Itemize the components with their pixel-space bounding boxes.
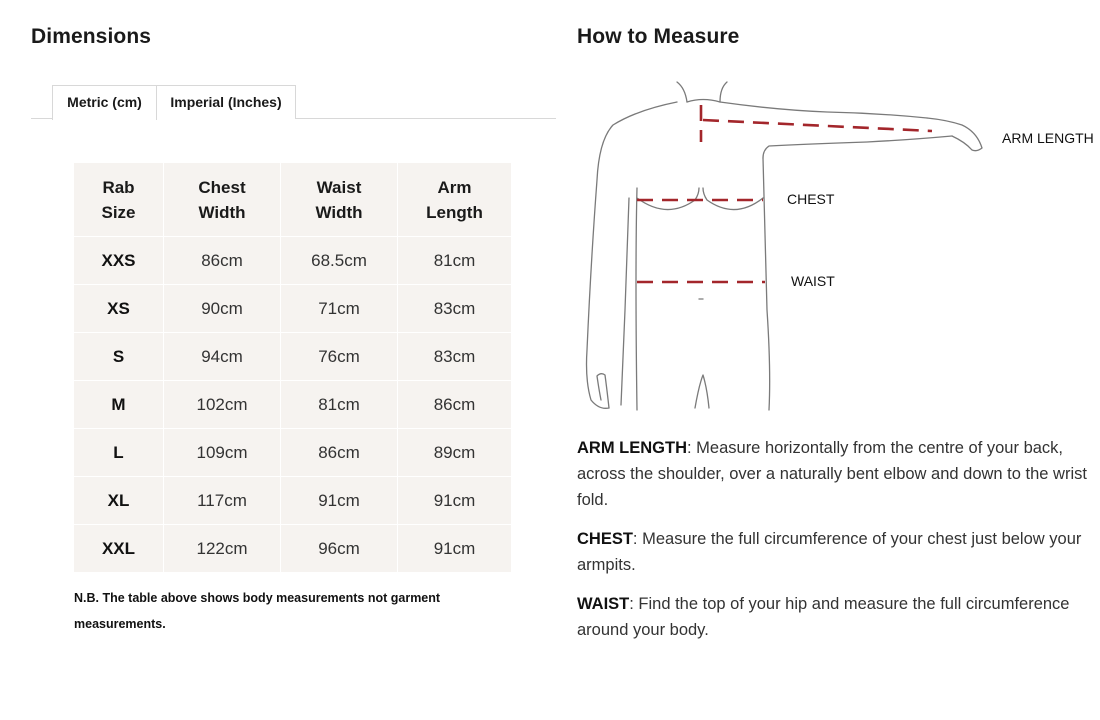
- table-row: [74, 477, 512, 525]
- cell-arm: 91cm: [398, 525, 512, 573]
- note-line-1: N.B. The table above shows body measurements not garment: [74, 591, 441, 605]
- arm-length-instruction: [577, 435, 1097, 513]
- header-arm-length: Arm Length: [398, 163, 512, 237]
- cell-arm: 89cm: [398, 429, 512, 477]
- waist-instruction: [577, 591, 1097, 643]
- cell-chest: 90cm: [164, 285, 281, 333]
- cell-arm: 81cm: [398, 237, 512, 285]
- size-table: [74, 163, 512, 573]
- dimensions-title: Dimensions: [31, 25, 152, 48]
- tab-imperial[interactable]: Imperial (Inches): [156, 85, 296, 119]
- cell-chest: 94cm: [164, 333, 281, 381]
- table-row: [74, 381, 512, 429]
- body-outline: [587, 82, 983, 410]
- how-to-measure-title: How to Measure: [577, 25, 740, 48]
- arm-length-text: : Measure horizontally from the centre of your back, across the shoulder, over a naturally bent elbow and down to the wrist fold.: [577, 439, 1087, 509]
- cell-chest: 109cm: [164, 429, 281, 477]
- body-measurement-diagram: [577, 70, 1097, 415]
- cell-arm: 83cm: [398, 285, 512, 333]
- table-row: [74, 429, 512, 477]
- table-row: [74, 285, 512, 333]
- table-row: [74, 333, 512, 381]
- cell-waist: 81cm: [281, 381, 398, 429]
- header-chest-width: Chest Width: [164, 163, 281, 237]
- cell-size: XS: [74, 285, 164, 333]
- cell-size: XXS: [74, 237, 164, 285]
- cell-size: M: [74, 381, 164, 429]
- chest-label: CHEST: [787, 191, 835, 207]
- arm-length-line: [703, 120, 932, 131]
- cell-size: S: [74, 333, 164, 381]
- cell-waist: 86cm: [281, 429, 398, 477]
- note-line-2: measurements.: [74, 617, 166, 631]
- waist-term: WAIST: [577, 595, 630, 613]
- unit-tabs: [31, 85, 556, 119]
- dimensions-panel: [31, 0, 556, 720]
- how-to-measure-panel: [577, 0, 1097, 720]
- cell-waist: 71cm: [281, 285, 398, 333]
- measurement-note: [74, 585, 494, 637]
- cell-arm: 83cm: [398, 333, 512, 381]
- cell-arm: 86cm: [398, 381, 512, 429]
- cell-chest: 117cm: [164, 477, 281, 525]
- chest-instruction: [577, 526, 1097, 578]
- cell-waist: 91cm: [281, 477, 398, 525]
- cell-waist: 96cm: [281, 525, 398, 573]
- cell-chest: 86cm: [164, 237, 281, 285]
- cell-chest: 122cm: [164, 525, 281, 573]
- table-row: [74, 237, 512, 285]
- chest-text: : Measure the full circumference of your chest just below your armpits.: [577, 530, 1082, 574]
- waist-label: WAIST: [791, 273, 835, 289]
- chest-term: CHEST: [577, 530, 633, 548]
- header-rab-size: Rab Size: [74, 163, 164, 237]
- header-waist-width: Waist Width: [281, 163, 398, 237]
- cell-waist: 76cm: [281, 333, 398, 381]
- tab-metric[interactable]: Metric (cm): [52, 85, 157, 120]
- cell-arm: 91cm: [398, 477, 512, 525]
- waist-text: : Find the top of your hip and measure the full circumference around your body.: [577, 595, 1070, 639]
- cell-size: XXL: [74, 525, 164, 573]
- cell-size: L: [74, 429, 164, 477]
- arm-length-label: ARM LENGTH: [1002, 130, 1094, 146]
- measure-lines: [637, 105, 932, 282]
- table-row: [74, 525, 512, 573]
- cell-size: XL: [74, 477, 164, 525]
- arm-length-term: ARM LENGTH: [577, 439, 687, 457]
- table-header-row: [74, 163, 512, 237]
- cell-chest: 102cm: [164, 381, 281, 429]
- cell-waist: 68.5cm: [281, 237, 398, 285]
